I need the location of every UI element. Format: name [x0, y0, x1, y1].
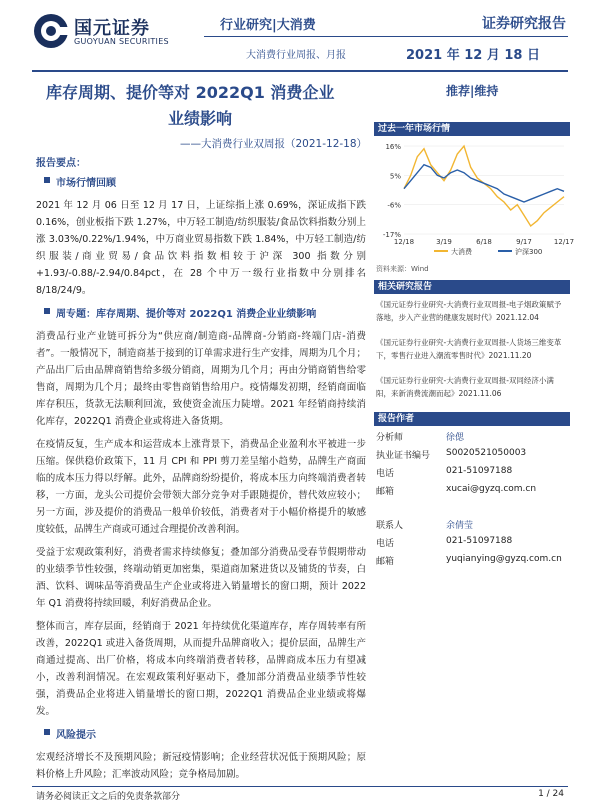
sidebar: [374, 122, 575, 602]
analyst-card-2: [374, 514, 570, 602]
footer-rule: [32, 786, 568, 787]
chart-y-tick-label: 16%: [385, 143, 401, 151]
page-number: 1 / 24: [538, 789, 564, 799]
header-bottom-rule: [32, 70, 568, 72]
analyst-name: 徐偲: [446, 433, 465, 443]
logo-text-en: GUOYUAN SECURITIES: [74, 37, 169, 46]
report-type: 证券研究报告: [482, 16, 566, 32]
contact-role-label: 联系人: [376, 521, 404, 531]
chart-source: 资料来源：Wind: [376, 265, 429, 273]
report-title-line1: 库存周期、提价等对 2022Q1 消费企业: [46, 83, 335, 102]
rating-badge: 推荐|维持: [446, 84, 499, 98]
header-divider: [204, 36, 568, 37]
footer-disclaimer: 请务必阅读正文之后的免责条款部分: [36, 792, 181, 802]
chart-heading: 过去一年市场行情: [374, 122, 570, 136]
bullet-weekly-topic: 周专题：库存周期、提价等对 2022Q1 消费企业业绩影响: [44, 305, 366, 320]
para-cost-pressure: 在疫情反复，生产成本和运营成本上涨背景下，消费品企业盈利水平被进一步压缩。保供稳价政策下，11 月 CPI 和 PPI 剪刀差呈缩小趋势，品牌生产商面临的成本压力得以纾解。此外，品牌商纷纷提价，将成本压力向终端消费者转移，一方面，龙头公司提价会带领大部分竞争对手跟随提价，替代效应较小；另一方面，涉及提价的消费品一般单价较低，消费者对于小幅价格提升的敏感度较低，品牌生产商或可通过合理提价改善利润。: [36, 439, 366, 535]
contact-tel-label: 电话: [376, 539, 395, 549]
summary-heading: 报告要点：: [36, 158, 86, 169]
chart-x-tick-label: 3/19: [436, 238, 452, 246]
related-heading: 相关研究报告: [374, 280, 570, 294]
report-header: [0, 0, 600, 78]
analyst-tel: 021-51097188: [446, 466, 513, 476]
chart-legend-label: 大消费: [451, 248, 472, 256]
chart-legend-label: 沪深300: [515, 248, 543, 256]
chart-series-line: [404, 146, 564, 226]
market-chart-svg: [374, 136, 575, 262]
para-market-review: 2021 年 12 月 06 日至 12 月 17 日，上证综指上涨 0.69%，深证成指下跌 0.16%，创业板指下跌 1.27%，中万轻工制造/纺织服装/食品饮料指数分别上涨 3.03%/0.22%/1.94%，中万商业贸易指数下跌 1.84%，中万轻工制造/纺织服装/商业贸易/食品饮料指数相较于沪深 300 指数分别+1.93/-0.88/-2.94/0.84pct，在 28 个中万一级行业指数中分别排名 8/18/24/9。: [36, 200, 366, 296]
para-demand-recovery: 受益于宏观政策利好，消费者需求持续修复；叠加部分消费品受春节假期带动的业绩季节性较强，终端动销更加密集，渠道商加紧进货以及铺货的节奏，白酒、饮料、调味品等消费品生产企业或将进入销量增长的窗口期，预计 2022 年 Q1 消费将持续回暖，利好消费品企业。: [36, 547, 366, 609]
chart-x-tick-label: 12/18: [393, 238, 415, 246]
chart-x-tick-label: 12/17: [553, 238, 575, 246]
analyst-card-1: [374, 426, 570, 514]
report-subcategory: 大消费行业周报、月报: [246, 50, 346, 61]
market-chart: [374, 136, 575, 262]
analyst-cert-label: 执业证书编号: [376, 451, 431, 461]
related-report[interactable]: 《国元证券行业研究-大消费行业双周报-电子烟政策赋予落地，步入产业营的健康发展时代》2021.12.04: [376, 300, 562, 322]
analyst-mail[interactable]: xucai@gyzq.com.cn: [446, 484, 537, 494]
bullet-risk: 风险提示: [44, 726, 366, 741]
guoyuan-logo-icon: [32, 12, 70, 50]
chart-x-tick-label: 6/18: [476, 238, 492, 246]
logo: [32, 12, 182, 52]
analyst-heading: 报告作者: [374, 412, 570, 426]
contact-mail-label: 邮箱: [376, 557, 395, 567]
chart-y-tick-label: 5%: [389, 172, 401, 181]
contact-mail[interactable]: yuqianying@gyzq.com.cn: [446, 554, 562, 564]
contact-tel: 021-51097188: [446, 536, 513, 546]
para-risk: 宏观经济增长不及预期风险；新冠疫情影响；企业经营状况低于预期风险；原料价格上升风险；汇率波动风险；竞争格局加剧。: [36, 752, 366, 780]
logo-text: 国元证券: [74, 18, 150, 39]
para-conclusion: 整体而言，库存层面，经销商于 2021 年持续优化渠道库存，库存周转率有所改善，2022Q1 或进入备货周期，从而提升品牌商收入；提价层面，品牌生产商通过提高、出厂价格，将成本向终端消费者转移，品牌商成本压力有望减小，改善利润情况。在宏观政策利好驱动下，叠加部分消费品业绩季节性较强，消费品企业将进入销量增长的窗口期，2022Q1 消费品企业业绩或将爆发。: [36, 621, 366, 717]
analyst-role-label: 分析师: [376, 433, 404, 443]
report-summary: [36, 150, 366, 789]
chart-y-tick-label: -6%: [387, 201, 401, 210]
related-report[interactable]: 《国元证券行业研究-大消费行业双周报-人货场三维变革下，零售行业进入潮流零售时代》2021.11.20: [376, 338, 562, 360]
chart-y-tick-label: -17%: [382, 231, 401, 239]
report-category: 行业研究|大消费: [220, 18, 316, 33]
chart-series-line: [404, 165, 564, 202]
analyst-cert: S0020521050003: [446, 448, 527, 458]
analyst-tel-label: 电话: [376, 469, 395, 479]
chart-x-tick-label: 9/17: [516, 238, 532, 246]
bullet-market-review: 市场行情回顾: [44, 174, 366, 189]
report-date: 2021 年 12 月 18 日: [406, 48, 540, 63]
report-title-line2: 业绩影响: [168, 109, 233, 128]
report-subtitle: ——大消费行业双周报（2021-12-18）: [180, 138, 368, 150]
contact-name: 余倩莹: [446, 521, 474, 531]
para-industry-chain: 消费品行业产业链可拆分为“供应商/制造商-品牌商-分销商-终端门店-消费者”。一般情况下，制造商基于接到的订单需求进行生产安排，周期为几个月；产品出厂后由品牌商销售给多级分销商，周期为几个月；再由分销商销售给零售商，周期为几个月；最终由零售商销售给用户。疫情爆发初期，经销商面临库存积压，货款无法顺利回流，致使资金流压力陡增。2021 年经销商持续消化库存，2022Q1 消费企业或将进入备货期。: [36, 331, 366, 427]
analyst-mail-label: 邮箱: [376, 487, 395, 497]
related-report[interactable]: 《国元证券行业研究-大消费行业双周报-双同经济小满阳，来新消费流潮而起》2021.11.06: [376, 376, 554, 398]
